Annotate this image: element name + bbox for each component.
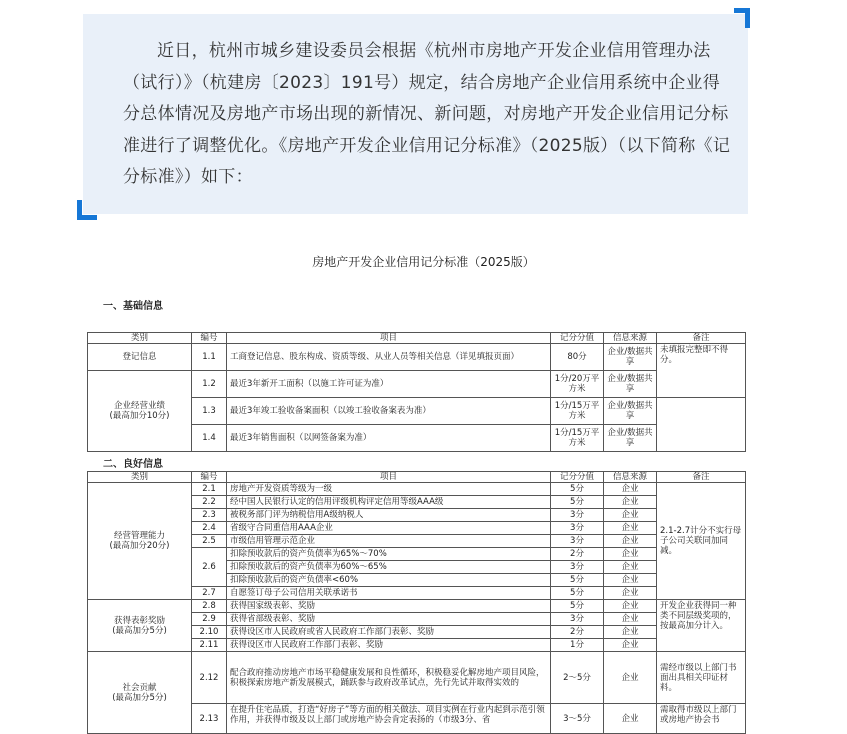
source-cell: 企业 [604,613,657,626]
score-cell: 1分 [551,639,604,652]
header-category: 类别 [88,333,192,344]
header-item: 项目 [227,333,551,344]
category-cell: 企业经营业绩 (最高加分10分) [88,371,192,452]
table-row [88,652,746,704]
header-number: 编号 [192,472,227,483]
item-cell: 扣除预收款后的资产负债率为65%～70% [227,548,551,561]
item-cell: 最近3年新开工面积（以施工许可证为准） [227,371,551,398]
score-cell: 3分 [551,509,604,522]
score-cell: 5分 [551,600,604,613]
score-cell: 3～5分 [551,704,604,734]
section-heading-good: 二、良好信息 [103,459,163,470]
category-cell: 经营管理能力 (最高加分20分) [88,483,192,600]
number-cell: 1.1 [192,344,227,371]
item-cell: 获得设区市人民政府或省人民政府工作部门表彰、奖励 [227,626,551,639]
note-cell: 需取得市级以上部门或房地产协会书 [657,704,746,734]
section-heading-basic: 一、基础信息 [103,301,163,312]
header-note: 备注 [657,333,746,344]
table-header-row [88,472,746,483]
score-cell: 80分 [551,344,604,371]
source-cell: 企业 [604,561,657,574]
number-cell: 2.10 [192,626,227,639]
note-cell: 需经市级以上部门书面出具相关印证材料。 [657,652,746,704]
source-cell: 企业 [604,535,657,548]
score-cell: 5分 [551,587,604,600]
table-header-row [88,333,746,344]
header-number: 编号 [192,333,227,344]
basic-info-table [87,332,746,452]
source-cell: 企业 [604,496,657,509]
source-cell: 企业 [604,626,657,639]
number-cell: 2.2 [192,496,227,509]
item-cell: 省级守合同重信用AAA企业 [227,522,551,535]
score-cell: 3分 [551,535,604,548]
score-cell: 1分/15万平方米 [551,425,604,452]
header-item: 项目 [227,472,551,483]
item-cell: 被税务部门评为纳税信用A级纳税人 [227,509,551,522]
source-cell: 企业 [604,639,657,652]
corner-decoration-bottom-left [77,200,97,220]
source-cell: 企业 [604,587,657,600]
number-cell: 2.6 [192,548,227,587]
number-cell: 2.3 [192,509,227,522]
note-cell-empty [657,398,746,452]
number-cell: 2.4 [192,522,227,535]
category-cell: 登记信息 [88,344,192,371]
intro-paragraph: 近日，杭州市城乡建设委员会根据《杭州市房地产开发企业信用管理办法（试行）》（杭建房〔2023〕191号）规定，结合房地产企业信用系统中企业得分总体情况及房地产市场出现的新情况、新问题，对房地产开发企业信用记分标准进行了调整优化。《房地产开发企业信用记分标准》（2025版）（以下简称《记分标准》）如下： [123,41,731,187]
table-row [88,371,746,398]
number-cell: 2.8 [192,600,227,613]
source-cell: 企业 [604,483,657,496]
category-cell: 社会贡献 (最高加分5分) [88,652,192,734]
score-cell: 5分 [551,483,604,496]
header-source: 信息来源 [604,472,657,483]
source-cell: 企业 [604,548,657,561]
item-cell: 工商登记信息、股东构成、资质等级、从业人员等相关信息（详见填报页面） [227,344,551,371]
number-cell: 2.9 [192,613,227,626]
source-cell: 企业 [604,522,657,535]
number-cell: 2.13 [192,704,227,734]
source-cell: 企业 [604,574,657,587]
intro-callout [83,14,748,214]
item-cell: 获得省部级表彰、奖励 [227,613,551,626]
header-score: 记分分值 [551,333,604,344]
source-cell: 企业 [604,600,657,613]
table-row [88,600,746,613]
number-cell: 1.3 [192,398,227,425]
note-cell: 2.1-2.7计分不实行母子公司关联同加同减。 [657,483,746,600]
score-cell: 3分 [551,522,604,535]
source-cell: 企业/数据共享 [604,344,657,371]
source-cell: 企业 [604,509,657,522]
number-cell: 1.4 [192,425,227,452]
header-category: 类别 [88,472,192,483]
category-cell: 获得表彰奖励 (最高加分5分) [88,600,192,652]
item-cell: 扣除预收款后的资产负债率为60%～65% [227,561,551,574]
score-cell: 2分 [551,548,604,561]
note-cell: 未填报完整即不得分。 [657,344,746,398]
source-cell: 企业/数据共享 [604,425,657,452]
number-cell: 2.7 [192,587,227,600]
source-cell: 企业 [604,704,657,734]
good-info-table [87,471,746,734]
item-cell: 扣除预收款后的资产负债率<60% [227,574,551,587]
number-cell: 2.11 [192,639,227,652]
number-cell: 1.2 [192,371,227,398]
item-cell: 经中国人民银行认定的信用评级机构评定信用等级AAA级 [227,496,551,509]
header-note: 备注 [657,472,746,483]
score-cell: 3分 [551,561,604,574]
source-cell: 企业/数据共享 [604,371,657,398]
score-cell: 3分 [551,613,604,626]
header-source: 信息来源 [604,333,657,344]
corner-decoration-top-right [734,8,750,28]
item-cell: 市级信用管理示范企业 [227,535,551,548]
item-cell: 在提升住宅品质，打造“好房子”等方面的相关做法、项目实例在行业内起到示范引领作用，并获得市级及以上部门或房地产协会肯定表扬的（市级3分、省 [227,704,551,734]
source-cell: 企业 [604,652,657,704]
number-cell: 2.12 [192,652,227,704]
source-cell: 企业/数据共享 [604,398,657,425]
item-cell: 自愿签订母子公司信用关联承诺书 [227,587,551,600]
score-cell: 2分 [551,626,604,639]
number-cell: 2.5 [192,535,227,548]
table-row [88,344,746,371]
score-cell: 5分 [551,496,604,509]
score-cell: 1分/20万平方米 [551,371,604,398]
item-cell: 获得设区市人民政府工作部门表彰、奖励 [227,639,551,652]
item-cell: 房地产开发资质等级为一级 [227,483,551,496]
item-cell: 最近3年销售面积（以网签备案为准） [227,425,551,452]
header-score: 记分分值 [551,472,604,483]
document-title: 房地产开发企业信用记分标准（2025版） [312,255,535,269]
note-cell: 开发企业获得同一种类不同层级奖项的，按最高加分计入。 [657,600,746,652]
item-cell: 最近3年竣工验收备案面积（以竣工验收备案表为准） [227,398,551,425]
number-cell: 2.1 [192,483,227,496]
score-cell: 2～5分 [551,652,604,704]
table-row [88,483,746,496]
item-cell: 配合政府推动房地产市场平稳健康发展和良性循环，积极稳妥化解房地产项目风险，积极探索房地产新发展模式，踊跃参与政府改革试点，先行先试并取得实效的 [227,652,551,704]
score-cell: 1分/15万平方米 [551,398,604,425]
score-cell: 5分 [551,574,604,587]
item-cell: 获得国家级表彰、奖励 [227,600,551,613]
